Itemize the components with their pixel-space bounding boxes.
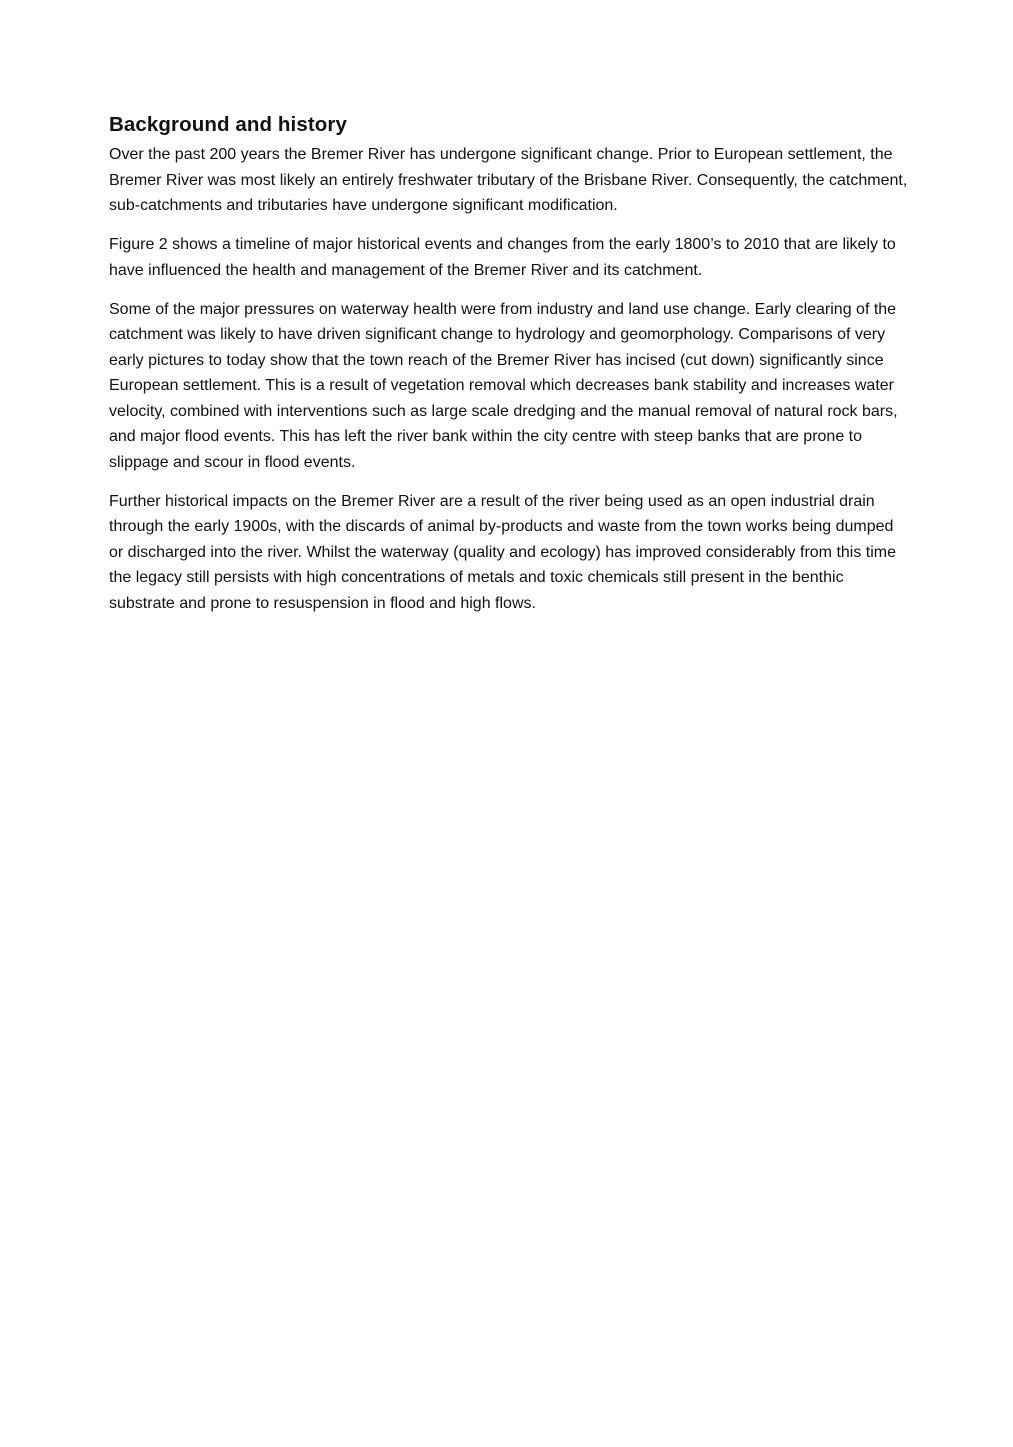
section-heading: Background and history bbox=[109, 113, 347, 136]
paragraph-historical-impacts: Further historical impacts on the Bremer River are a result of the river being used as an open industrial drain through the early 1900s, with the discards of animal by-products and waste from the town works being dumped or discharged into the river. Whilst the waterway (quality and ecology) has improved considerably from this time the legacy still persists with high concentrations of metals and toxic chemicals still present in the benthic substrate and prone to resuspension in flood and high flows. bbox=[109, 492, 897, 612]
paragraph-figure-reference: Figure 2 shows a timeline of major historical events and changes from the early 1800’s to 2010 that are likely to have influenced the health and management of the Bremer River and its catchment. bbox=[109, 236, 896, 279]
page-content bbox=[109, 111, 909, 630]
paragraph-intro: Over the past 200 years the Bremer River has undergone significant change. Prior to European settlement, the Bremer River was most likely an entirely freshwater tributary of the Brisbane River. Consequently, the catchment, sub-catchments and tributaries have undergone significant modification. bbox=[109, 146, 908, 214]
paragraph-major-pressures: Some of the major pressures on waterway health were from industry and land use change. Early clearing of the catchment was likely to have driven significant change to hydrology and geomorphology. Comparisons of very early pictures to today show that the town reach of the Bremer River has incised (cut down) significantly since European settlement. This is a result of vegetation removal which decreases bank stability and increases water velocity, combined with interventions such as large scale dredging and the manual removal of natural rock bars, and major flood events. This has left the river bank within the city centre with steep banks that are prone to slippage and scour in flood events. bbox=[109, 300, 898, 471]
